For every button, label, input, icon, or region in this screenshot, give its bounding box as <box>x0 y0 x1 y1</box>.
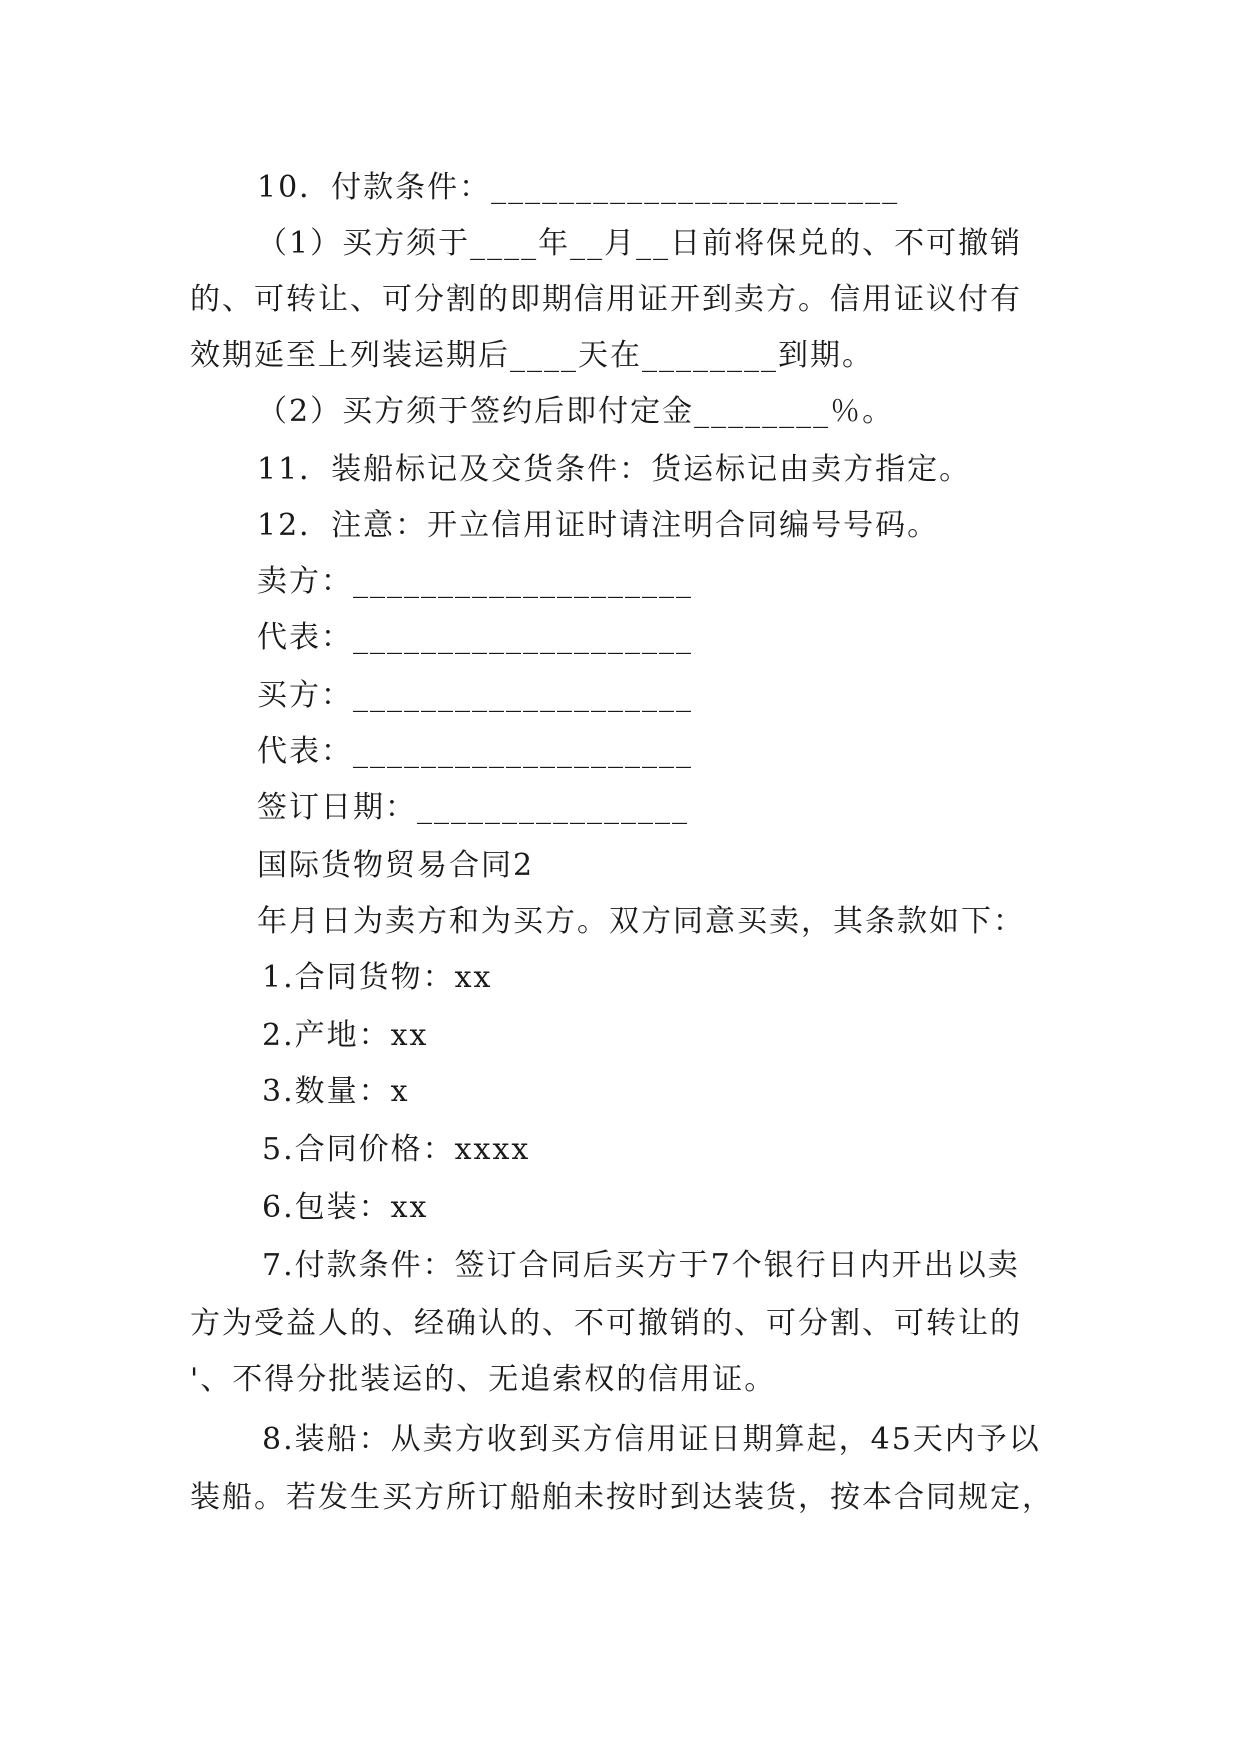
seller-representative-line: 代表：____________________ <box>257 620 693 655</box>
buyer-representative-line: 代表：____________________ <box>257 734 693 769</box>
intro-paragraph: 年月日为卖方和为买方。双方同意买卖，其条款如下： <box>257 904 1025 939</box>
item-3-quantity: 3.数量：x <box>262 1074 410 1109</box>
clause-10-item-1-line-1: （1）买方须于____年__月__日前将保兑的、不可撤销 <box>257 226 1023 261</box>
seller-signature-line: 卖方：____________________ <box>257 564 693 599</box>
buyer-signature-line: 买方：____________________ <box>257 678 693 713</box>
clause-10-payment-terms: 10．付款条件：________________________ <box>257 170 900 205</box>
item-7-payment-line-2: 方为受益人的、经确认的、不可撤销的、可分割、可转让的 <box>190 1306 1022 1341</box>
item-8-shipment-line-1: 8.装船：从卖方收到买方信用证日期算起，45天内予以 <box>262 1422 1041 1457</box>
item-7-payment-line-3: '、不得分批装运的、无追索权的信用证。 <box>190 1362 777 1397</box>
clause-10-item-1-line-3: 效期延至上列装运期后____天在________到期。 <box>190 338 874 373</box>
item-6-packing: 6.包装：xx <box>262 1190 429 1225</box>
clause-11-shipping-marks: 11．装船标记及交货条件：货运标记由卖方指定。 <box>257 452 972 487</box>
item-2-origin: 2.产地：xx <box>262 1018 429 1053</box>
clause-10-item-2: （2）买方须于签约后即付定金________％。 <box>257 394 895 429</box>
item-1-goods: 1.合同货物：xx <box>262 960 493 995</box>
item-5-price: 5.合同价格：xxxx <box>262 1132 531 1167</box>
section-title: 国际货物贸易合同2 <box>257 848 535 883</box>
item-7-payment-line-1: 7.付款条件：签订合同后买方于7个银行日内开出以卖 <box>262 1248 1020 1283</box>
item-8-shipment-line-2: 装船。若发生买方所订船舶未按时到达装货，按本合同规定， <box>190 1480 1054 1515</box>
clause-10-item-1-line-2: 的、可转让、可分割的即期信用证开到卖方。信用证议付有 <box>190 282 1022 317</box>
clause-12-notice: 12．注意：开立信用证时请注明合同编号号码。 <box>257 508 940 543</box>
signing-date-line: 签订日期：________________ <box>257 790 689 825</box>
